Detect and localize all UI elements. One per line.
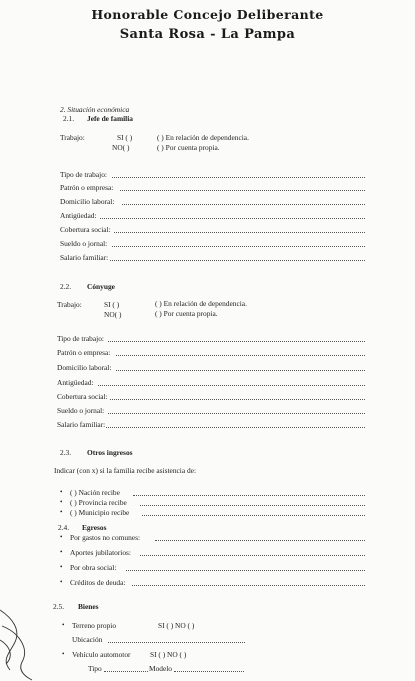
field-label: Patrón o empresa: [57,348,111,357]
modelo-label: Modelo [149,664,172,673]
field-line[interactable] [108,642,245,643]
header-subtitle: Santa Rosa - La Pampa [119,27,296,42]
trabajo-label: Trabajo: [57,300,82,309]
field-line[interactable] [106,427,365,428]
field-line[interactable] [114,232,365,233]
sub1-title: Jefe de familia [87,114,133,123]
egreso-label: Créditos de deuda: [70,578,126,587]
si-option[interactable]: SI ( ) [104,300,120,309]
bullet-icon: • [60,563,63,571]
field-line[interactable] [126,570,365,571]
sub4-title: Egresos [82,523,107,532]
field-label: Tipo de trabajo: [60,170,107,179]
field-line[interactable] [100,218,365,219]
dependencia-option[interactable]: ( ) En relación de dependencia. [157,133,249,142]
cuenta-propia-option[interactable]: ( ) Por cuenta propia. [155,309,218,318]
field-line[interactable] [132,585,365,586]
si-option[interactable]: SI ( ) [117,133,133,142]
no-option[interactable]: NO( ) [104,310,122,319]
bullet-icon: • [62,650,65,658]
field-label: Antigüedad: [57,378,94,387]
dependencia-option[interactable]: ( ) En relación de dependencia. [155,299,247,308]
egreso-label: Por gastos no comunes: [70,533,141,542]
field-line[interactable] [108,341,365,342]
field-label: Cobertura social: [60,225,111,234]
trabajo-label: Trabajo: [60,133,85,142]
field-label: Domicilio laboral: [57,363,112,372]
field-label: Patrón o empresa: [60,183,114,192]
field-label: Salario familiar: [60,253,109,262]
egreso-label: Aportes jubilatorios: [70,548,131,557]
field-label: Tipo de trabajo: [57,334,104,343]
asistencia-nacion[interactable]: ( ) Nación recibe [70,488,120,497]
bullet-icon: • [60,548,63,556]
sub2-title: Cónyuge [87,282,115,291]
bullet-icon: • [62,621,65,629]
field-line[interactable] [108,413,365,414]
field-line[interactable] [140,555,365,556]
field-line[interactable] [98,385,365,386]
field-line[interactable] [122,204,365,205]
no-option[interactable]: NO( ) [112,143,130,152]
header-title: Honorable Concejo Deliberante [91,7,324,22]
bullet-icon: • [60,488,63,496]
section-title: 2. Situación económica [60,105,130,114]
field-line[interactable] [155,540,365,541]
ubicacion-label: Ubicación [72,635,103,644]
bullet-icon: • [60,508,63,516]
field-line[interactable] [110,260,365,261]
field-line[interactable] [112,246,365,247]
asistencia-municipio[interactable]: ( ) Municipio recibe [70,508,130,517]
field-label: Sueldo o jornal: [57,406,105,415]
field-label: Sueldo o jornal: [60,239,108,248]
indicar-text: Indicar (con x) si la familia recibe asistencia de: [54,466,196,475]
vehiculo-label: Vehículo automotor [72,650,131,659]
signature-scribble-icon [0,600,40,681]
terreno-label: Terreno propio [72,621,117,630]
field-line[interactable] [116,355,365,356]
field-line[interactable] [112,177,365,178]
sub4-number: 2.4. [58,523,70,532]
field-line[interactable] [120,190,365,191]
field-line[interactable] [174,671,244,672]
sub5-number: 2.5. [53,602,65,611]
bullet-icon: • [60,498,63,506]
cuenta-propia-option[interactable]: ( ) Por cuenta propia. [157,143,220,152]
field-line[interactable] [110,399,365,400]
sub3-title: Otros ingresos [87,448,133,457]
field-label: Antigüedad: [60,211,97,220]
bullet-icon: • [60,533,63,541]
field-line[interactable] [104,671,148,672]
tipo-label: Tipo [88,664,102,673]
bullet-icon: • [60,578,63,586]
field-line[interactable] [116,370,365,371]
terreno-si-no[interactable]: SI ( ) NO ( ) [158,621,195,630]
sub1-number: 2.1. [63,114,75,123]
field-label: Cobertura social: [57,392,108,401]
field-label: Domicilio laboral: [60,197,115,206]
sub5-title: Bienes [78,602,99,611]
field-line[interactable] [140,505,365,506]
vehiculo-si-no[interactable]: SI ( ) NO ( ) [150,650,187,659]
egreso-label: Por obra social: [70,563,117,572]
sub2-number: 2.2. [60,282,72,291]
field-line[interactable] [142,515,365,516]
field-line[interactable] [133,495,365,496]
sub3-number: 2.3. [60,448,72,457]
field-label: Salario familiar: [57,420,106,429]
asistencia-provincia[interactable]: ( ) Provincia recibe [70,498,127,507]
